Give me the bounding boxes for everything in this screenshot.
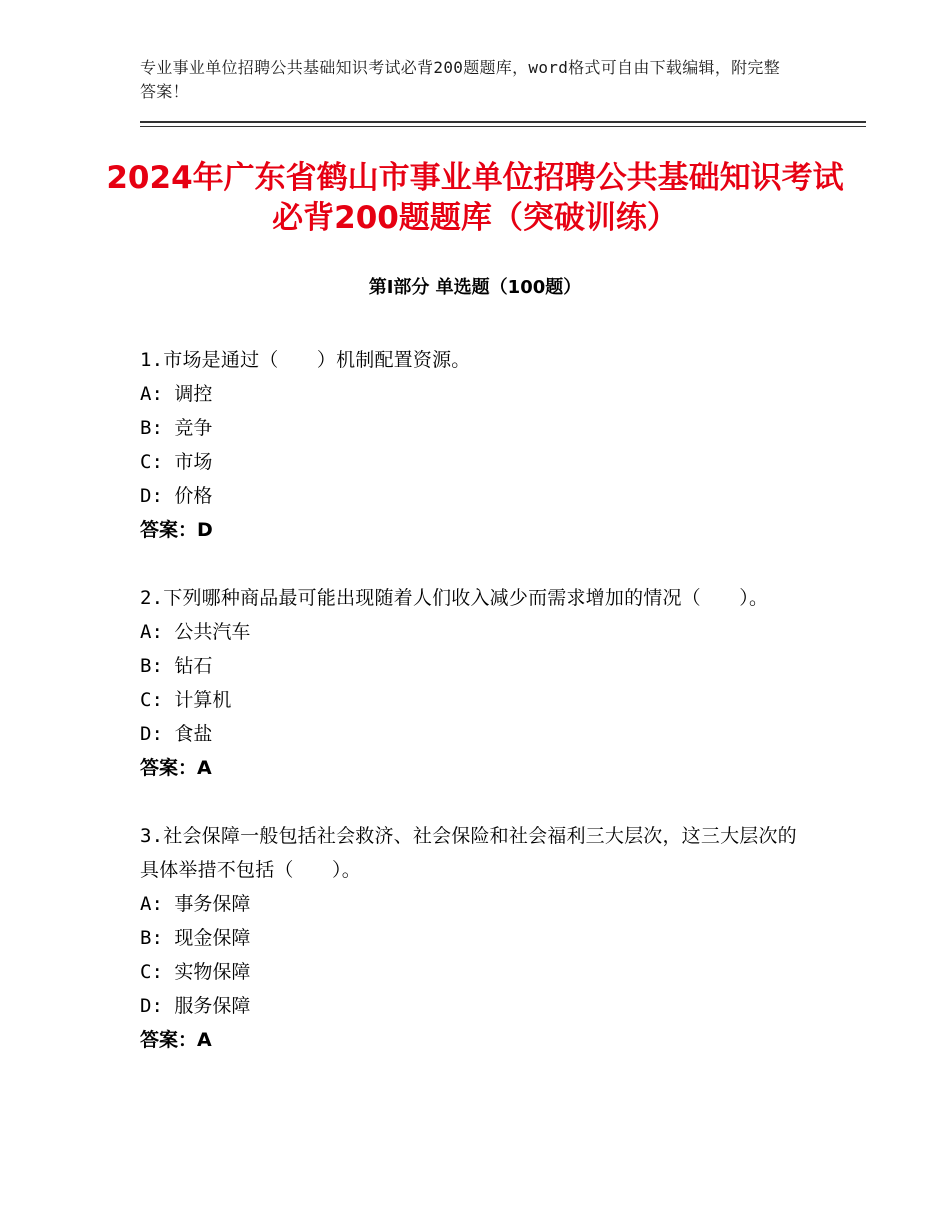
question-stem: 3.社会保障一般包括社会救济、社会保险和社会福利三大层次，这三大层次的具体举措不包括（ ）。 — [140, 825, 797, 881]
option-b: B: 现金保障 — [140, 927, 251, 949]
option-a: A: 调控 — [140, 383, 213, 405]
option-b: B: 竞争 — [140, 417, 213, 439]
answer-line: 答案：A — [140, 1029, 212, 1051]
question-3 — [140, 819, 805, 1057]
option-b: B: 钻石 — [140, 655, 213, 677]
question-stem: 2.下列哪种商品最可能出现随着人们收入减少而需求增加的情况（ ）。 — [140, 587, 769, 609]
option-d: D: 服务保障 — [140, 995, 251, 1017]
option-a: A: 公共汽车 — [140, 621, 251, 643]
header-rule-thin — [140, 126, 866, 127]
header-rule-thick — [140, 121, 866, 123]
option-c: C: 计算机 — [140, 689, 232, 711]
answer-line: 答案：A — [140, 757, 212, 779]
section-title: 第Ⅰ部分 单选题（100题） — [368, 277, 582, 298]
option-d: D: 价格 — [140, 485, 213, 507]
question-1 — [140, 343, 805, 547]
header-note: 专业事业单位招聘公共基础知识考试必背200题题库，word格式可自由下载编辑，附完整答案！ — [140, 58, 781, 101]
question-list — [140, 343, 805, 1091]
question-2 — [140, 581, 805, 785]
option-c: C: 实物保障 — [140, 961, 251, 983]
question-stem: 1.市场是通过（ ）机制配置资源。 — [140, 349, 471, 371]
option-d: D: 食盐 — [140, 723, 213, 745]
option-c: C: 市场 — [140, 451, 213, 473]
document-title: 2024年广东省鹤山市事业单位招聘公共基础知识考试必背200题题库（突破训练） — [106, 160, 844, 236]
answer-line: 答案：D — [140, 519, 213, 541]
option-a: A: 事务保障 — [140, 893, 251, 915]
